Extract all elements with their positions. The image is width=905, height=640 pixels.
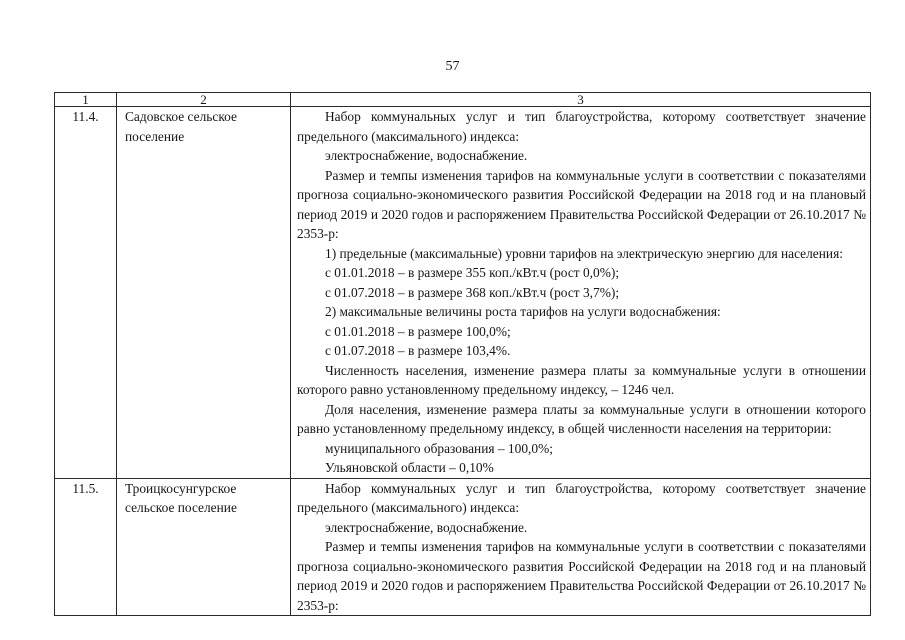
tariff-table xyxy=(54,92,871,616)
paragraph: с 01.07.2018 – в размере 103,4%. xyxy=(325,343,511,358)
settlement-name: Садовское сельское поселение xyxy=(117,107,291,479)
row-number: 11.4. xyxy=(55,107,117,479)
paragraph: с 01.01.2018 – в размере 100,0%; xyxy=(325,323,511,339)
paragraph: с 01.07.2018 – в размере 368 коп./кВт.ч (рост 3,7%); xyxy=(325,284,620,300)
settlement-name: Троицкосунгурское сельское поселение xyxy=(117,478,291,616)
paragraph: Размер и темпы изменения тарифов на коммунальные услуги в соответствии с показателями прогноза социально-экономического развития Российской Федерации на 2018 год и на плановый период 2019 и 2020 годов и распоряжением Правительства Российской Федерации от 26.10.2017 № 2353-р: xyxy=(297,167,866,241)
paragraph: Набор коммунальных услуг и тип благоустройства, которому соответствует значение предельного (максимального) индекса: xyxy=(297,480,866,515)
paragraph: электроснабжение, водоснабжение. xyxy=(325,148,528,163)
row-description xyxy=(291,478,871,616)
paragraph: 1) предельные (максимальные) уровни тарифов на электрическую энергию для населения: xyxy=(325,245,843,261)
table-row xyxy=(55,107,871,479)
paragraph: Численность населения, изменение размера платы за коммунальные услуги в отношении которого равно установленному предельному индексу, – 1246 чел. xyxy=(297,362,866,397)
paragraph: электроснабжение, водоснабжение. xyxy=(325,519,528,535)
paragraph: Набор коммунальных услуг и тип благоустройства, которому соответствует значение предельного (максимального) индекса: xyxy=(297,109,866,144)
paragraph: муниципального образования – 100,0%; xyxy=(325,440,553,456)
paragraph: с 01.01.2018 – в размере 355 коп./кВт.ч (рост 0,0%); xyxy=(325,265,620,280)
column-header: 3 xyxy=(291,93,871,107)
page-number: 57 xyxy=(445,59,460,74)
row-description xyxy=(291,107,871,479)
paragraph: Ульяновской области – 0,10% xyxy=(325,460,494,475)
table-row xyxy=(55,478,871,616)
table-header-row xyxy=(55,93,871,107)
column-header: 1 xyxy=(55,93,117,107)
column-header: 2 xyxy=(117,93,291,107)
paragraph: 2) максимальные величины роста тарифов на услуги водоснабжения: xyxy=(325,304,721,319)
paragraph: Размер и темпы изменения тарифов на коммунальные услуги в соответствии с показателями прогноза социально-экономического развития Российской Федерации на 2018 год и на плановый период 2019 и 2020 годов и распоряжением Правительства Российской Федерации от 26.10.2017 № 2353-р: xyxy=(297,539,866,613)
paragraph: Доля населения, изменение размера платы за коммунальные услуги в отношении которого равно установленному предельному индексу, в общей численности населения на территории: xyxy=(297,401,866,436)
row-number: 11.5. xyxy=(55,478,117,616)
